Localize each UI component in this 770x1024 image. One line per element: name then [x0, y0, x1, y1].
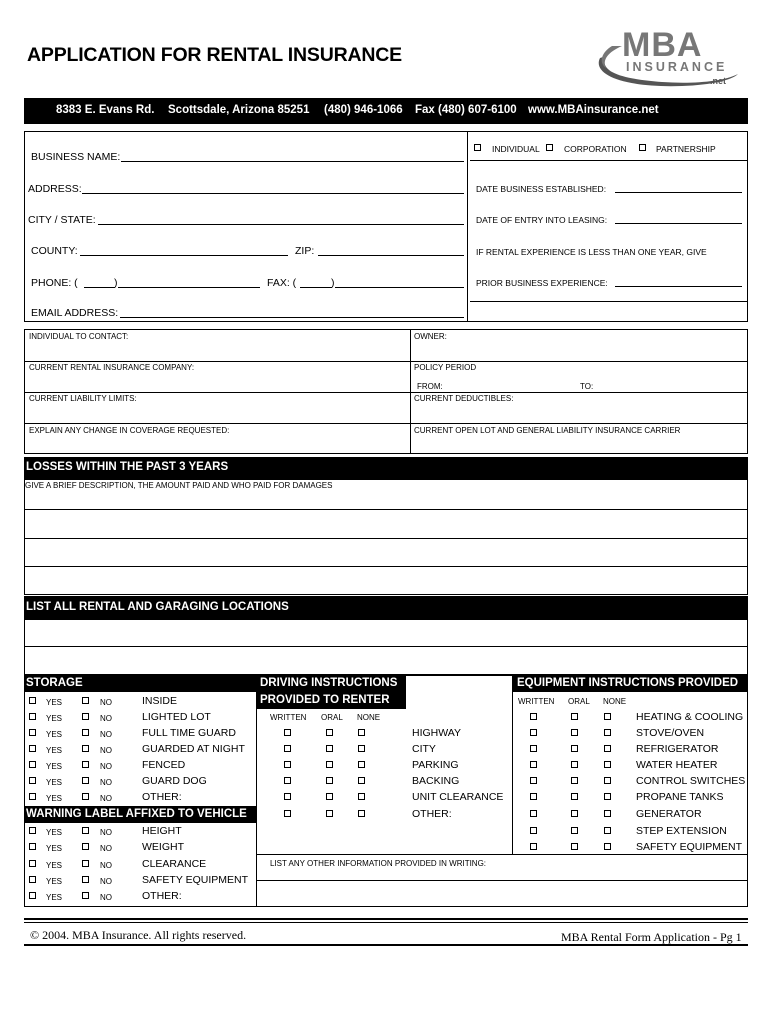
equipment-item-safety-equipment: SAFETY EQUIPMENT	[636, 841, 742, 853]
driving-clearance-oral-checkbox[interactable]	[326, 793, 333, 800]
no-label: NO	[100, 844, 112, 853]
equip-stove-oral-checkbox[interactable]	[571, 729, 578, 736]
equip-heating-written-checkbox[interactable]	[530, 713, 537, 720]
driving-other-oral-checkbox[interactable]	[326, 810, 333, 817]
warning-weight-no-checkbox[interactable]	[82, 843, 89, 850]
yes-label: YES	[46, 861, 63, 870]
warning-item-safety-equipment: SAFETY EQUIPMENT	[142, 874, 248, 886]
yes-label: YES	[46, 877, 63, 886]
equip-generator-written-checkbox[interactable]	[530, 810, 537, 817]
warning-safety-no-checkbox[interactable]	[82, 876, 89, 883]
individual-contact-label: INDIVIDUAL TO CONTACT:	[29, 332, 129, 341]
equip-stove-none-checkbox[interactable]	[604, 729, 611, 736]
driving-heading-bar	[256, 675, 406, 709]
warning-clearance-no-checkbox[interactable]	[82, 860, 89, 867]
equip-switches-none-checkbox[interactable]	[604, 777, 611, 784]
address-field[interactable]	[82, 193, 464, 194]
equipment-item-heating: HEATING & COOLING	[636, 711, 744, 723]
equipment-item-stove: STOVE/OVEN	[636, 727, 705, 739]
change-coverage-label: EXPLAIN ANY CHANGE IN COVERAGE REQUESTED:	[29, 426, 230, 435]
equip-switches-oral-checkbox[interactable]	[571, 777, 578, 784]
date-established-field[interactable]	[615, 192, 742, 193]
address-bar	[24, 98, 748, 124]
partnership-label: PARTNERSHIP	[656, 144, 716, 154]
equip-propane-written-checkbox[interactable]	[530, 793, 537, 800]
equip-safety-none-checkbox[interactable]	[604, 843, 611, 850]
warning-height-no-checkbox[interactable]	[82, 827, 89, 834]
losses-row-3[interactable]	[24, 566, 748, 567]
phone-number: (480) 946-1066	[324, 104, 403, 116]
website: www.MBAinsurance.net	[528, 104, 659, 116]
driving-backing-written-checkbox[interactable]	[284, 777, 291, 784]
storage-dog-no-checkbox[interactable]	[82, 777, 89, 784]
date-established-label: DATE BUSINESS ESTABLISHED:	[476, 184, 607, 194]
driving-clearance-none-checkbox[interactable]	[358, 793, 365, 800]
no-label: NO	[100, 778, 112, 787]
yes-label: YES	[46, 698, 63, 707]
driving-item-backing: BACKING	[412, 775, 460, 787]
phone-area-field[interactable]	[84, 287, 115, 288]
warning-item-height: HEIGHT	[142, 825, 182, 837]
equip-generator-oral-checkbox[interactable]	[571, 810, 578, 817]
warning-heading-bar	[24, 806, 256, 823]
equip-switches-written-checkbox[interactable]	[530, 777, 537, 784]
prior-experience-field[interactable]	[615, 286, 742, 287]
losses-instruction: GIVE A BRIEF DESCRIPTION, THE AMOUNT PAID AND WHO PAID FOR DAMAGES	[25, 481, 333, 490]
driving-city-oral-checkbox[interactable]	[326, 745, 333, 752]
date-leasing-label: DATE OF ENTRY INTO LEASING:	[476, 215, 608, 225]
fax-label: FAX: (	[267, 277, 297, 289]
phone-field[interactable]	[118, 287, 260, 288]
storage-night-no-checkbox[interactable]	[82, 745, 89, 752]
yes-label: YES	[46, 778, 63, 787]
storage-lighted-no-checkbox[interactable]	[82, 713, 89, 720]
no-label: NO	[100, 794, 112, 803]
zip-field[interactable]	[318, 255, 464, 256]
logo-subtext: INSURANCE	[626, 60, 728, 74]
warning-height-yes-checkbox[interactable]	[29, 827, 36, 834]
driving-city-written-checkbox[interactable]	[284, 745, 291, 752]
business-name-label: BUSINESS NAME:	[31, 151, 121, 163]
losses-row-2[interactable]	[24, 538, 748, 539]
driving-highway-oral-checkbox[interactable]	[326, 729, 333, 736]
mba-logo	[592, 24, 742, 92]
warning-clearance-yes-checkbox[interactable]	[29, 860, 36, 867]
yes-label: YES	[46, 844, 63, 853]
driving-item-unit-clearance: UNIT CLEARANCE	[412, 791, 504, 803]
driving-highway-written-checkbox[interactable]	[284, 729, 291, 736]
equipment-item-generator: GENERATOR	[636, 808, 702, 820]
storage-dog-yes-checkbox[interactable]	[29, 777, 36, 784]
driving-city-none-checkbox[interactable]	[358, 745, 365, 752]
storage-heading-bar	[24, 675, 256, 692]
storage-lighted-yes-checkbox[interactable]	[29, 713, 36, 720]
driving-other-none-checkbox[interactable]	[358, 810, 365, 817]
equipment-col-written: WRITTEN	[518, 697, 555, 706]
owner-label: OWNER:	[414, 332, 447, 341]
yes-label: YES	[46, 746, 63, 755]
yes-label: YES	[46, 762, 63, 771]
equip-generator-none-checkbox[interactable]	[604, 810, 611, 817]
driving-parking-written-checkbox[interactable]	[284, 761, 291, 768]
driving-heading-2: PROVIDED TO RENTER	[260, 694, 390, 706]
lot-carrier-label: CURRENT OPEN LOT AND GENERAL LIABILITY INSURANCE CARRIER	[414, 426, 681, 435]
yes-label: YES	[46, 828, 63, 837]
street-address: 8383 E. Evans Rd.	[56, 104, 155, 116]
no-label: NO	[100, 877, 112, 886]
driving-heading-1: DRIVING INSTRUCTIONS	[260, 677, 398, 689]
city-state-field[interactable]	[98, 224, 464, 225]
locations-heading-bar	[24, 596, 748, 619]
warning-item-clearance: CLEARANCE	[142, 858, 207, 870]
equipment-item-propane: PROPANE TANKS	[636, 791, 724, 803]
equip-fridge-oral-checkbox[interactable]	[571, 745, 578, 752]
locations-heading: LIST ALL RENTAL AND GARAGING LOCATIONS	[26, 601, 289, 613]
yes-label: YES	[46, 714, 63, 723]
equip-safety-oral-checkbox[interactable]	[571, 843, 578, 850]
storage-item-guard-dog: GUARD DOG	[142, 775, 207, 787]
equip-step-written-checkbox[interactable]	[530, 827, 537, 834]
equip-fridge-none-checkbox[interactable]	[604, 745, 611, 752]
equipment-item-step-extension: STEP EXTENSION	[636, 825, 727, 837]
warning-other-no-checkbox[interactable]	[82, 892, 89, 899]
corporation-label: CORPORATION	[564, 144, 627, 154]
driving-item-parking: PARKING	[412, 759, 459, 771]
warning-safety-yes-checkbox[interactable]	[29, 876, 36, 883]
warning-item-weight: WEIGHT	[142, 841, 184, 853]
driving-item-highway: HIGHWAY	[412, 727, 461, 739]
no-label: NO	[100, 861, 112, 870]
liability-limits-label: CURRENT LIABILITY LIMITS:	[29, 394, 137, 403]
equip-step-oral-checkbox[interactable]	[571, 827, 578, 834]
no-label: NO	[100, 762, 112, 771]
equip-heating-none-checkbox[interactable]	[604, 713, 611, 720]
fax-close-paren: )	[331, 277, 335, 289]
equip-heating-oral-checkbox[interactable]	[571, 713, 578, 720]
losses-heading-bar	[24, 457, 748, 479]
equip-fridge-written-checkbox[interactable]	[530, 745, 537, 752]
no-label: NO	[100, 730, 112, 739]
driving-parking-none-checkbox[interactable]	[358, 761, 365, 768]
logo-tld: .net	[710, 76, 727, 86]
storage-item-inside: INSIDE	[142, 695, 178, 707]
deductibles-label: CURRENT DEDUCTIBLES:	[414, 394, 514, 403]
equip-water-none-checkbox[interactable]	[604, 761, 611, 768]
warning-item-other: OTHER:	[142, 890, 182, 902]
copyright: © 2004. MBA Insurance. All rights reserved.	[30, 928, 247, 942]
to-label: TO:	[580, 382, 594, 391]
prior-experience-label: PRIOR BUSINESS EXPERIENCE:	[476, 278, 608, 288]
driving-other-written-checkbox[interactable]	[284, 810, 291, 817]
storage-heading: STORAGE	[26, 677, 83, 689]
equipment-item-water-heater: WATER HEATER	[636, 759, 718, 771]
storage-night-yes-checkbox[interactable]	[29, 745, 36, 752]
equip-propane-oral-checkbox[interactable]	[571, 793, 578, 800]
equip-step-none-checkbox[interactable]	[604, 827, 611, 834]
storage-inside-yes-checkbox[interactable]	[29, 697, 36, 704]
equipment-item-refrigerator: REFRIGERATOR	[636, 743, 719, 755]
county-label: COUNTY:	[31, 245, 78, 257]
driving-backing-oral-checkbox[interactable]	[326, 777, 333, 784]
storage-guard-yes-checkbox[interactable]	[29, 729, 36, 736]
equipment-heading: EQUIPMENT INSTRUCTIONS PROVIDED	[517, 677, 739, 689]
phone-label: PHONE: (	[31, 277, 78, 289]
other-info-field[interactable]	[256, 880, 748, 881]
warning-weight-yes-checkbox[interactable]	[29, 843, 36, 850]
driving-col-oral: ORAL	[321, 713, 343, 722]
business-name-field[interactable]	[121, 161, 464, 162]
yes-label: YES	[46, 794, 63, 803]
from-label: FROM:	[417, 382, 443, 391]
driving-highway-none-checkbox[interactable]	[358, 729, 365, 736]
equip-water-oral-checkbox[interactable]	[571, 761, 578, 768]
zip-label: ZIP:	[295, 245, 315, 257]
storage-fenced-no-checkbox[interactable]	[82, 761, 89, 768]
storage-item-fenced: FENCED	[142, 759, 186, 771]
equipment-col-none: NONE	[603, 697, 627, 706]
partnership-checkbox[interactable]	[639, 144, 646, 151]
fax-area-field[interactable]	[300, 287, 332, 288]
email-label: EMAIL ADDRESS:	[31, 307, 119, 319]
rental-experience-label: IF RENTAL EXPERIENCE IS LESS THAN ONE YEAR, GIVE	[476, 247, 707, 257]
fax-number: Fax (480) 607-6100	[415, 104, 517, 116]
yes-label: YES	[46, 730, 63, 739]
address-label: ADDRESS:	[28, 183, 82, 195]
driving-col-none: NONE	[357, 713, 381, 722]
driving-clearance-written-checkbox[interactable]	[284, 793, 291, 800]
no-label: NO	[100, 893, 112, 902]
city-state-label: CITY / STATE:	[28, 214, 96, 226]
current-company-label: CURRENT RENTAL INSURANCE COMPANY:	[29, 363, 195, 372]
no-label: NO	[100, 828, 112, 837]
policy-period-label: POLICY PERIOD	[414, 363, 477, 372]
equipment-item-control-switches: CONTROL SWITCHES	[636, 775, 746, 787]
no-label: NO	[100, 714, 112, 723]
equip-stove-written-checkbox[interactable]	[530, 729, 537, 736]
other-info-label: LIST ANY OTHER INFORMATION PROVIDED IN WRITING:	[270, 859, 487, 868]
county-field[interactable]	[80, 255, 288, 256]
corporation-checkbox[interactable]	[546, 144, 553, 151]
equipment-heading-bar	[512, 675, 748, 692]
driving-item-other: OTHER:	[412, 808, 452, 820]
equip-propane-none-checkbox[interactable]	[604, 793, 611, 800]
losses-row-1[interactable]	[24, 509, 748, 510]
warning-other-yes-checkbox[interactable]	[29, 892, 36, 899]
storage-item-lighted-lot: LIGHTED LOT	[142, 711, 211, 723]
driving-col-written: WRITTEN	[270, 713, 307, 722]
equip-water-written-checkbox[interactable]	[530, 761, 537, 768]
phone-close-paren: )	[114, 277, 118, 289]
storage-inside-no-checkbox[interactable]	[82, 697, 89, 704]
storage-fenced-yes-checkbox[interactable]	[29, 761, 36, 768]
equip-safety-written-checkbox[interactable]	[530, 843, 537, 850]
driving-item-city: CITY	[412, 743, 436, 755]
no-label: NO	[100, 746, 112, 755]
individual-label: INDIVIDUAL	[492, 144, 540, 154]
no-label: NO	[100, 698, 112, 707]
storage-guard-no-checkbox[interactable]	[82, 729, 89, 736]
storage-item-other: OTHER:	[142, 791, 182, 803]
page-number: MBA Rental Form Application - Pg 1	[561, 930, 742, 944]
storage-item-full-time-guard: FULL TIME GUARD	[142, 727, 236, 739]
warning-heading: WARNING LABEL AFFIXED TO VEHICLE	[26, 808, 247, 820]
driving-backing-none-checkbox[interactable]	[358, 777, 365, 784]
losses-heading: LOSSES WITHIN THE PAST 3 YEARS	[26, 461, 229, 473]
locations-table[interactable]	[24, 619, 748, 675]
logo-text: MBA	[622, 26, 703, 64]
yes-label: YES	[46, 893, 63, 902]
storage-other-yes-checkbox[interactable]	[29, 793, 36, 800]
individual-checkbox[interactable]	[474, 144, 481, 151]
storage-item-guarded-night: GUARDED AT NIGHT	[142, 743, 245, 755]
date-leasing-field[interactable]	[615, 223, 742, 224]
equipment-col-oral: ORAL	[568, 697, 590, 706]
losses-table	[24, 479, 748, 595]
city-address: Scottsdale, Arizona 85251	[168, 104, 310, 116]
storage-other-no-checkbox[interactable]	[82, 793, 89, 800]
email-field[interactable]	[120, 317, 464, 318]
page-title: APPLICATION FOR RENTAL INSURANCE	[27, 44, 402, 66]
fax-field[interactable]	[335, 287, 464, 288]
driving-parking-oral-checkbox[interactable]	[326, 761, 333, 768]
